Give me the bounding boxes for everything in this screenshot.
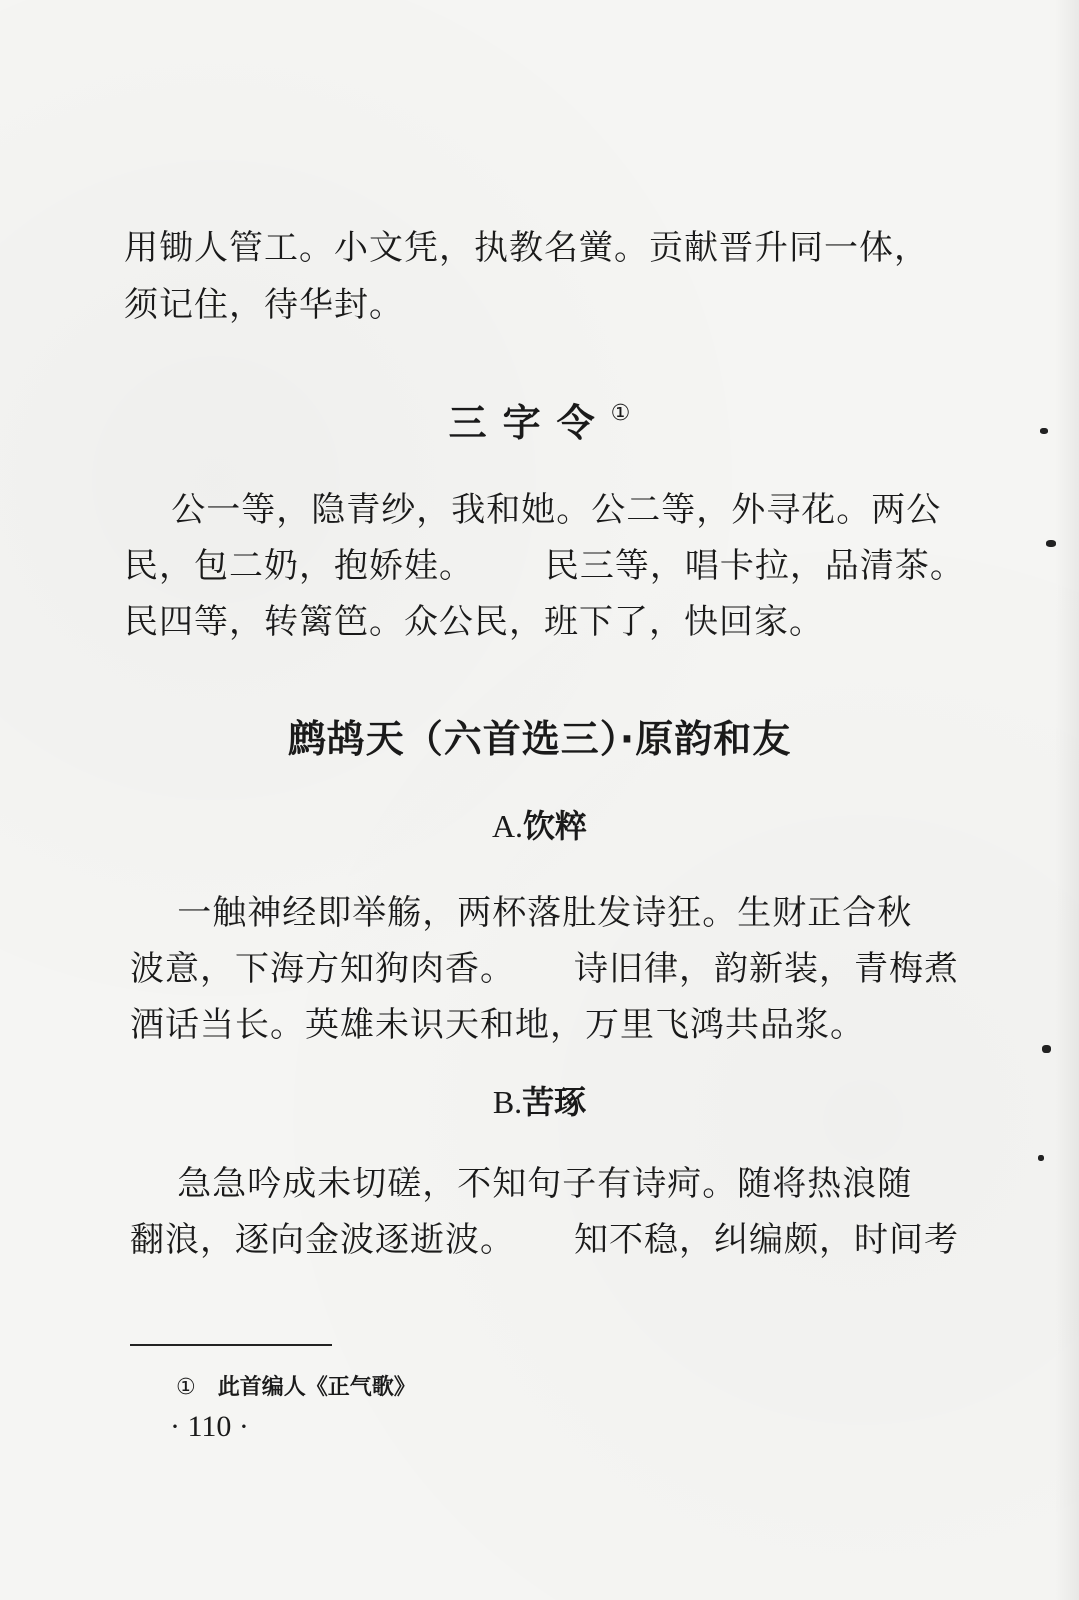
footnote-mark: ① xyxy=(176,1375,196,1400)
footnote-rule xyxy=(130,1344,332,1346)
poem-title-text: 三字令 xyxy=(448,401,611,445)
footnote-text: 此首编人《正气歌》 xyxy=(217,1375,416,1400)
scan-speck xyxy=(1042,1045,1051,1053)
section-b-subtitle: 苦琢 xyxy=(522,1083,587,1121)
section-a-heading xyxy=(0,806,1079,846)
poem1-line-2: 民，包二奶，抱娇娃。 民三等，唱卡拉，品清茶。 xyxy=(124,546,965,586)
page-edge-shadow xyxy=(1055,0,1079,1600)
section-a-line-3: 酒话当长。英雄未识天和地，万里飞鸿共品浆。 xyxy=(130,1005,865,1045)
page-number: · 110 · xyxy=(170,1410,249,1443)
section-b-line-1: 急急吟成未切磋，不知句子有诗疴。随将热浪随 xyxy=(130,1164,913,1204)
section-a-letter: A. xyxy=(491,808,524,844)
poem-title-zhegutian: 鹧鸪天（六首选三）·原韵和友 xyxy=(287,717,792,761)
section-b-line-2: 翻浪，逐向金波逐逝波。 知不稳，纠编颇，时间考 xyxy=(130,1220,960,1260)
scan-speck xyxy=(1040,428,1048,434)
intro-line-1: 用锄人管工。小文凭，执教名黉。贡献晋升同一体， xyxy=(124,228,929,268)
footnote xyxy=(176,1370,416,1401)
footnote-reference: ① xyxy=(610,401,631,426)
scan-speck xyxy=(1046,540,1056,547)
scan-speck xyxy=(1038,1155,1044,1161)
section-a-line-1: 一触神经即举觞，两杯落肚发诗狂。生财正合秋 xyxy=(130,893,913,933)
poem1-line-1: 公一等，隐青纱，我和她。公二等，外寻花。两公 xyxy=(124,490,942,530)
section-b-letter: B. xyxy=(492,1084,523,1120)
poem1-line-3: 民四等，转篱笆。众公民，班下了，快回家。 xyxy=(124,602,824,642)
section-a-subtitle: 饮粹 xyxy=(523,807,588,845)
intro-line-2: 须记住，待华封。 xyxy=(124,285,404,325)
section-a-line-2: 波意，下海方知狗肉香。 诗旧律，韵新装，青梅煮 xyxy=(130,949,960,989)
poem-title-sanziling xyxy=(0,392,1079,447)
section-b-heading xyxy=(0,1082,1079,1122)
